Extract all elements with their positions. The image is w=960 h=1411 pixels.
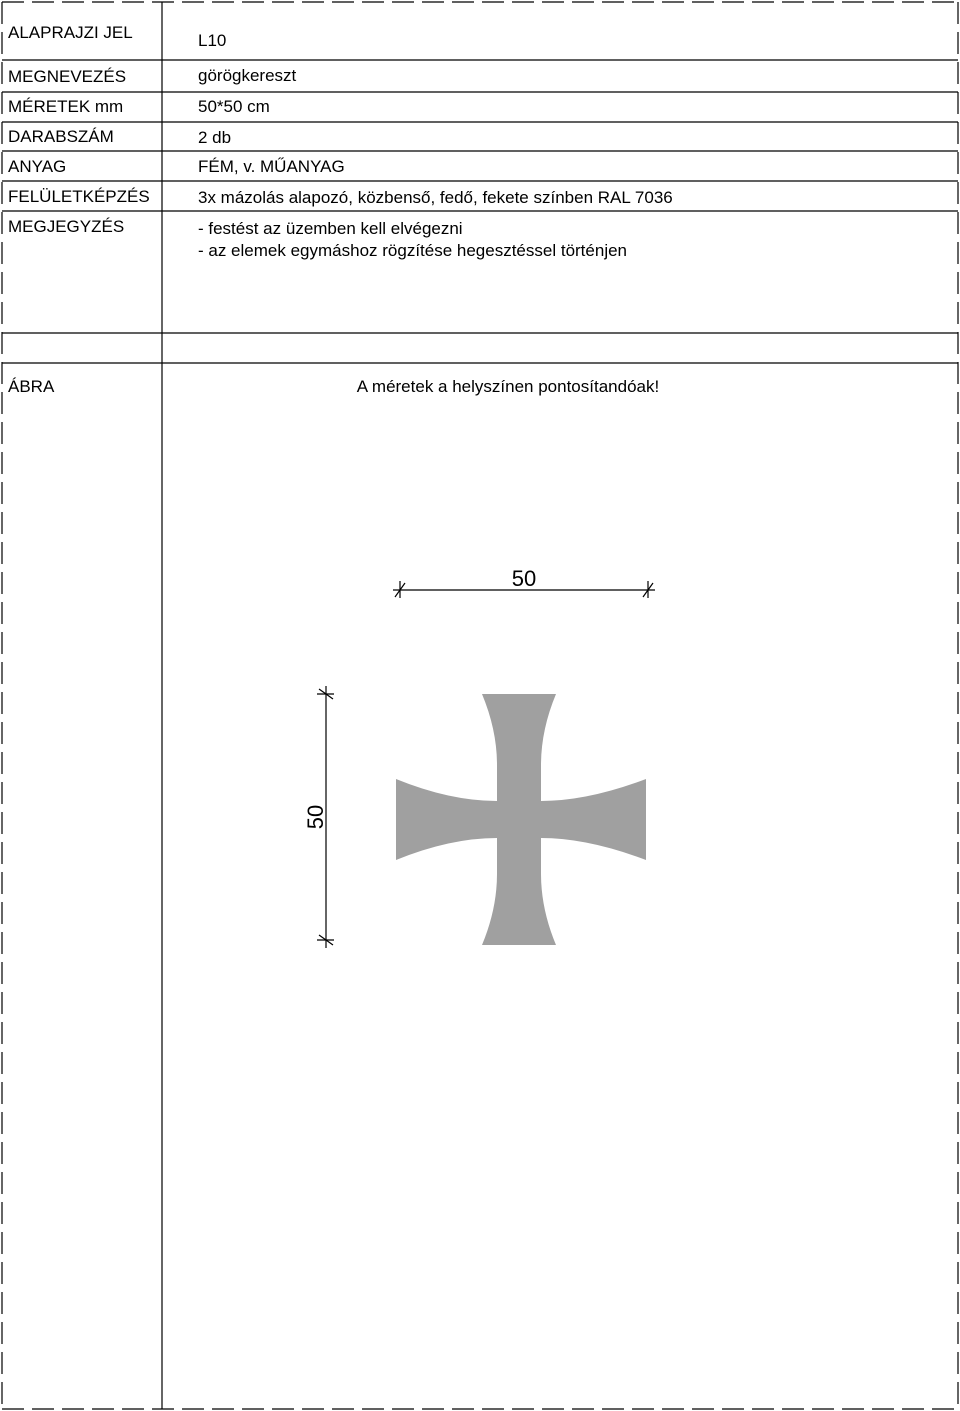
label-megnevezes: MEGNEVEZÉS — [8, 67, 127, 86]
label-abra: ÁBRA — [8, 377, 55, 396]
label-meretek: MÉRETEK mm — [8, 97, 124, 116]
height-dimension-label: 50 — [303, 804, 328, 830]
value-megnevezes: görögkereszt — [198, 66, 297, 85]
value-anyag: FÉM, v. MŰANYAG — [198, 157, 345, 176]
label-alaprajzi-jel: ALAPRAJZI JEL — [8, 23, 133, 42]
label-darabszam: DARABSZÁM — [8, 127, 114, 146]
note-line-1: - festést az üzemben kell elvégezni — [198, 219, 463, 238]
label-anyag: ANYAG — [8, 157, 67, 176]
value-darabszam: 2 db — [198, 128, 232, 147]
label-feluletkepzes: FELÜLETKÉPZÉS — [8, 187, 150, 206]
dimensions-notice: A méretek a helyszínen pontosítandóak! — [356, 377, 660, 396]
note-line-2: - az elemek egymáshoz rögzítése hegesztéssel történjen — [198, 241, 628, 260]
value-feluletkepzes: 3x mázolás alapozó, közbenső, fedő, fekete színben RAL 7036 — [198, 188, 673, 207]
label-megjegyzes: MEGJEGYZÉS — [8, 217, 125, 236]
greek-cross-shape — [396, 694, 646, 945]
value-meretek: 50*50 cm — [198, 97, 270, 116]
value-alaprajzi-jel: L10 — [198, 31, 227, 50]
width-dimension-label: 50 — [511, 566, 537, 591]
